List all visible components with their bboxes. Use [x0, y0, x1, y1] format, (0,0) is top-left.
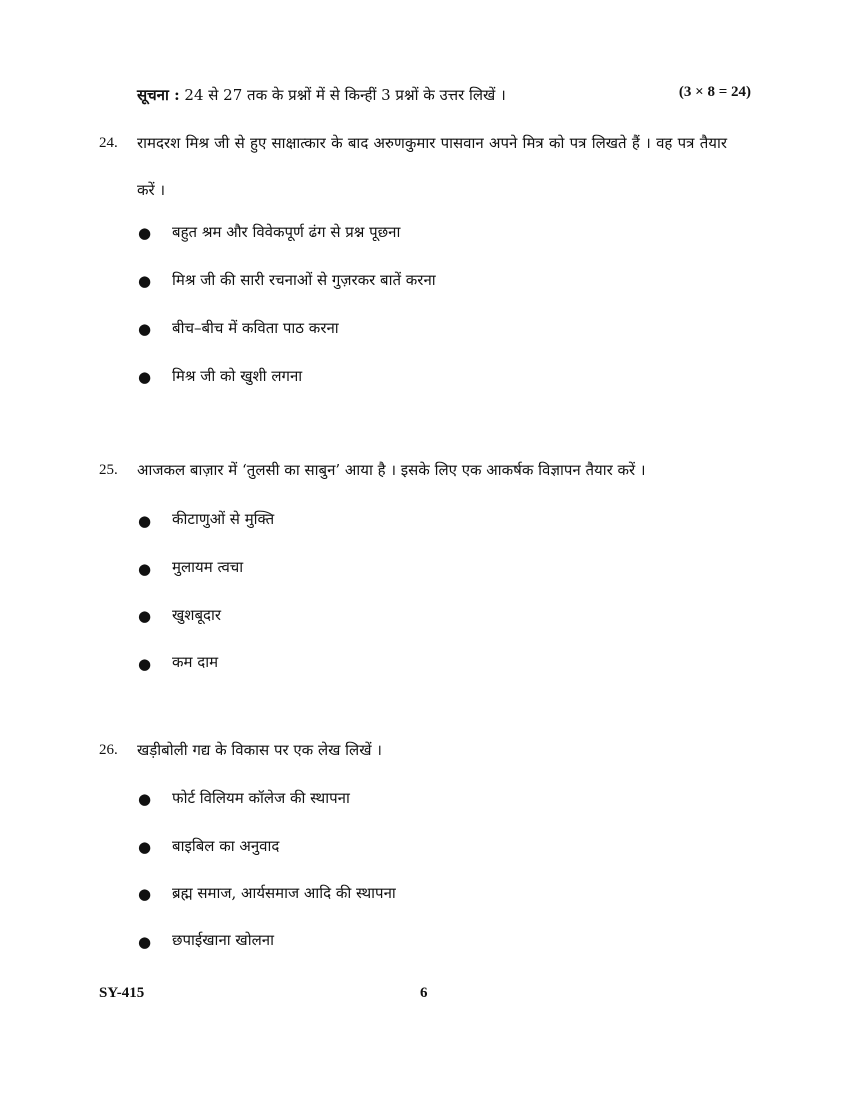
list-item: बाइबिल का अनुवाद — [172, 837, 280, 855]
question-text: खड़ीबोली गद्य के विकास पर एक लेख लिखें । — [137, 741, 382, 759]
list-item: बहुत श्रम और विवेकपूर्ण ढंग से प्रश्न पूछना — [172, 223, 401, 241]
bullet-icon: ● — [138, 512, 152, 530]
list-item: कम दाम — [172, 653, 219, 671]
bullet-icon: ● — [138, 320, 152, 338]
paper-code: SY-415 — [99, 985, 145, 1001]
list-item: खुशबूदार — [172, 606, 222, 624]
bullet-icon: ● — [138, 885, 152, 903]
list-item: कीटाणुओं से मुक्ति — [172, 510, 275, 528]
list-item: ब्रह्म समाज, आर्यसमाज आदि की स्थापना — [172, 884, 396, 902]
bullet-icon: ● — [138, 838, 152, 856]
bullet-icon: ● — [138, 560, 152, 578]
bullet-icon: ● — [138, 607, 152, 625]
list-item: छपाईखाना खोलना — [172, 931, 274, 949]
bullet-icon: ● — [138, 655, 152, 673]
bullet-icon: ● — [138, 272, 152, 290]
question-text: रामदरश मिश्र जी से हुए साक्षात्कार के बाद अरुणकुमार पासवान अपने मित्र को पत्र लिखते हैं । वह पत्र तैयार करें । — [137, 134, 727, 199]
question-number: 25. — [99, 462, 118, 478]
instruction-text: 24 से 27 तक के प्रश्नों में से किन्हीं 3 प्रश्नों के उत्तर लिखें । — [184, 86, 506, 104]
marks-scheme: (3 × 8 = 24) — [678, 84, 751, 100]
bullet-icon: ● — [138, 790, 152, 808]
instruction-line — [137, 84, 506, 106]
page-number: 6 — [420, 985, 428, 1001]
list-item: मिश्र जी को खुशी लगना — [172, 367, 303, 385]
question-text: आजकल बाज़ार में ‘तुलसी का साबुन’ आया है । इसके लिए एक आकर्षक विज्ञापन तैयार करें । — [137, 461, 646, 479]
bullet-icon: ● — [138, 224, 152, 242]
list-item: बीच–बीच में कविता पाठ करना — [172, 319, 339, 337]
list-item: फोर्ट विलियम कॉलेज की स्थापना — [172, 789, 350, 807]
bullet-icon: ● — [138, 933, 152, 951]
bullet-icon: ● — [138, 368, 152, 386]
list-item: मुलायम त्वचा — [172, 558, 244, 576]
question-number: 24. — [99, 135, 118, 151]
question-number: 26. — [99, 742, 118, 758]
list-item: मिश्र जी की सारी रचनाओं से गुज़रकर बातें करना — [172, 271, 436, 289]
instruction-label: सूचना : — [137, 86, 180, 104]
